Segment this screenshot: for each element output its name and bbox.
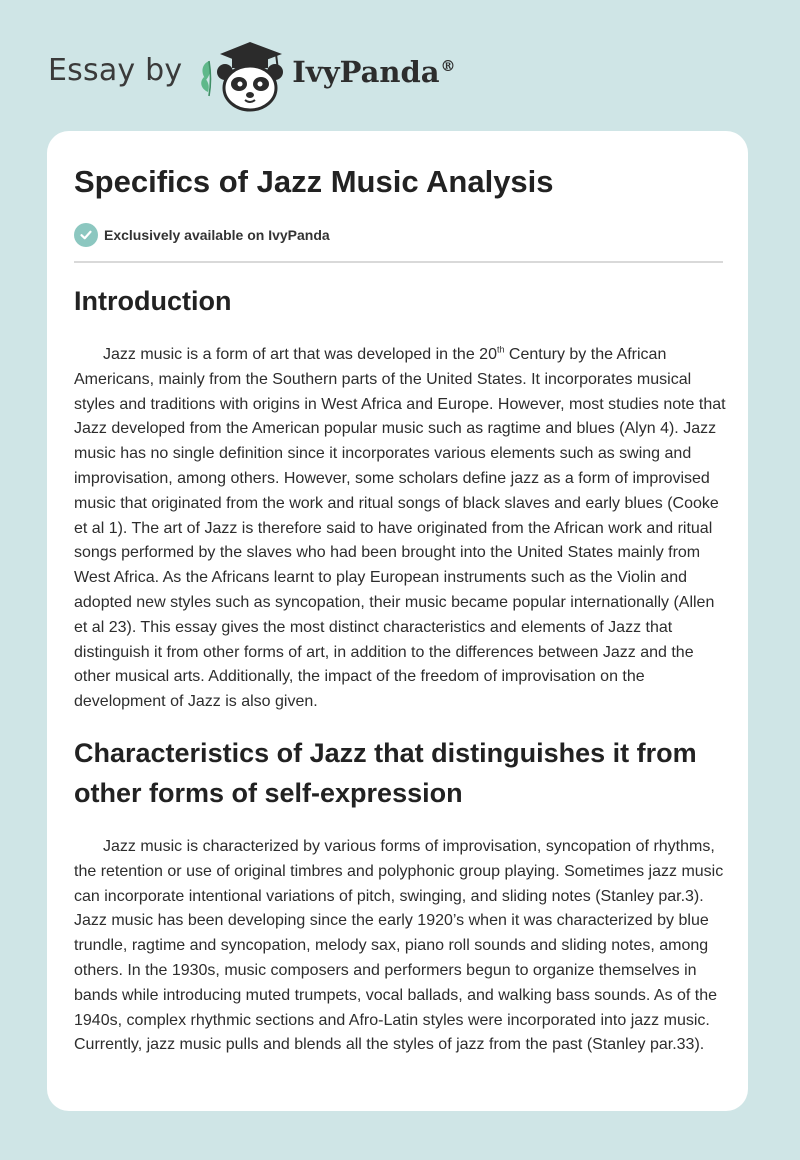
essay-card [47,131,748,1111]
divider [74,261,723,263]
essay-by-label: Essay by [48,52,183,88]
section-heading-introduction: Introduction [74,286,232,316]
paragraph-introduction: Jazz music is a form of art that was developed in the 20th Century by the African Americans, mainly from the Southern parts of the United States. It incorporates musical styles and traditions with origins in West Africa and Europe. However, most studies note that Jazz developed from the American popular music such as ragtime and blues (Alyn 4). Jazz music has no single definition since it incorporates various elements such as swing and improvisation, among others. However, some scholars define jazz as a form of improvised music that originated from the work and ritual songs of black slaves and early blues (Cooke et al 1). The art of Jazz is therefore said to have originated from the African work and ritual songs performed by the slaves who had been brought into the United States mainly from West Africa. As the Africans learnt to play European instruments such as the Violin and adopted new styles such as syncopation, their music became popular internationally (Allen et al 23). This essay gives the most distinct characteristics and elements of Jazz that distinguish it from other forms of art, in addition to the differences between Jazz and the other musical arts. Additionally, the impact of the freedom of improvisation on the development of Jazz is also given. [74,344,726,711]
brand-name[interactable]: IvyPanda® [292,55,456,89]
exclusive-badge [74,223,330,247]
paragraph-characteristics: Jazz music is characterized by various forms of improvisation, syncopation of rhythms, the retention or use of original timbres and polyphonic group playing. Sometimes jazz music can incorporate intentional variations of pitch, swinging, and sliding notes (Stanley par.3). Jazz music has been developing since the early 1920’s when it was characterized by blue trundle, ragtime and syncopation, melody sax, piano roll sounds and sliding notes, among others. In the 1930s, music composers and performers begun to organize themselves in bands while introducing muted trumpets, vocal ballads, and walking bass sounds. As of the 1940s, complex rhythmic sections and Afro-Latin styles were incorporated into jazz music. Currently, jazz music pulls and blends all the styles of jazz from the past (Stanley par.33). [74,838,724,1054]
page-title: Specifics of Jazz Music Analysis [74,164,554,199]
registered-mark: ® [440,57,456,76]
exclusive-label: Exclusively available on IvyPanda [104,227,330,243]
site-header [48,34,456,114]
superscript: th [496,344,505,355]
ivypanda-logo-icon[interactable] [196,34,288,114]
section-heading-characteristics: Characteristics of Jazz that distinguishes it from other forms of self-expression [74,738,697,808]
check-icon [74,223,98,247]
